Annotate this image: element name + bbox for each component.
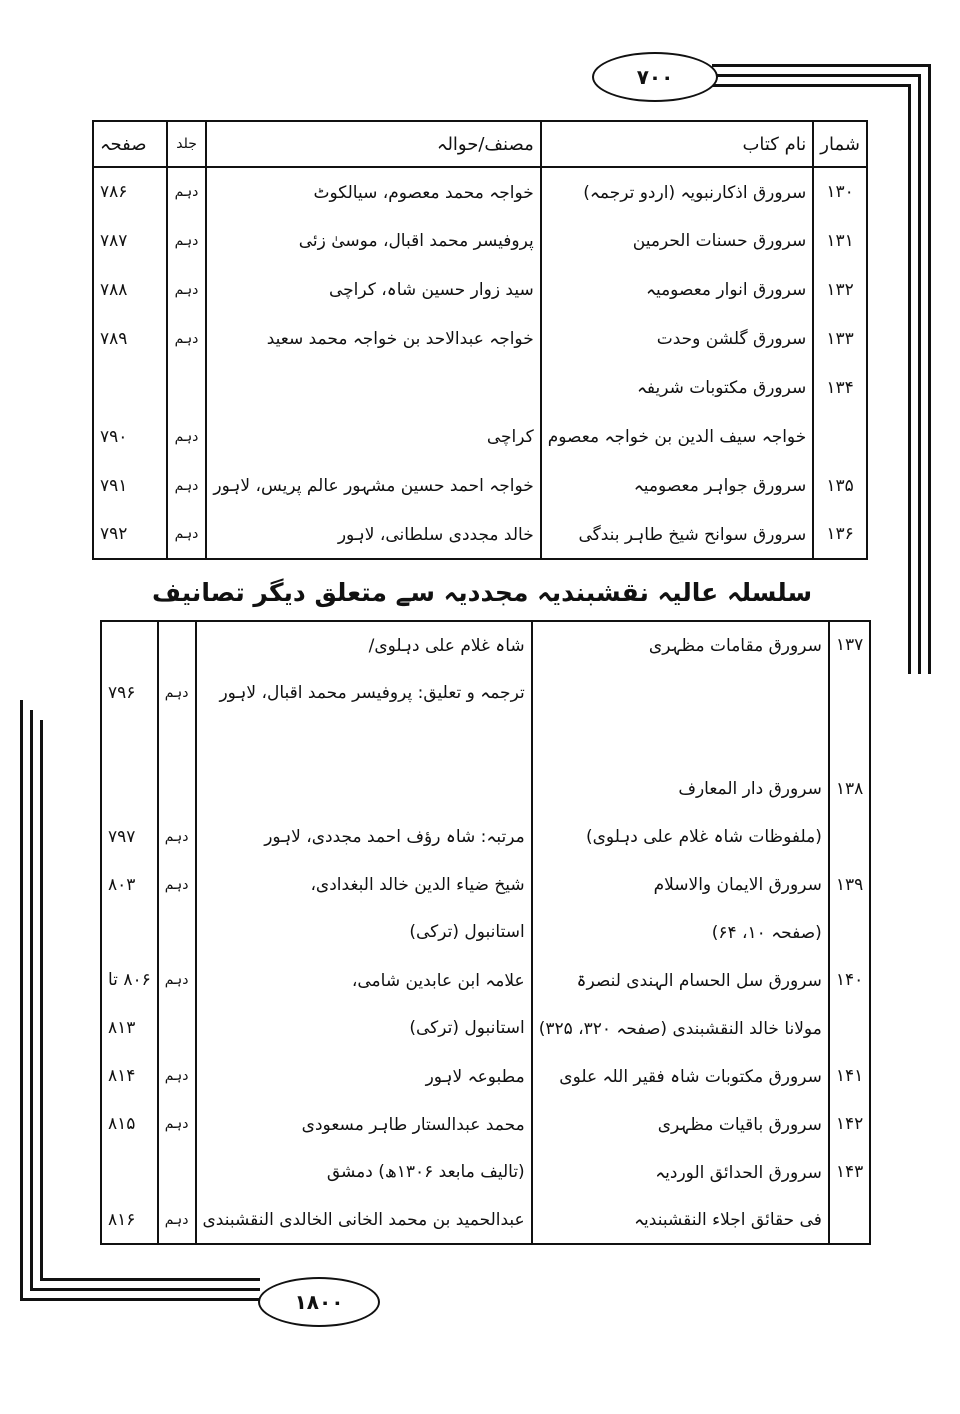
serial-cell: [829, 1004, 870, 1052]
volume-cell: دہم: [158, 1196, 196, 1244]
table-row: [101, 717, 870, 765]
frame-line-top-1: [712, 64, 930, 67]
volume-cell: [158, 621, 196, 669]
title-cell: سرورق اذکارنبویہ (اردو ترجمہ): [541, 167, 814, 216]
volume-cell: [158, 765, 196, 813]
title-cell: (ملفوظات شاہ غلام علی دہلوی): [532, 813, 829, 861]
volume-cell: دہم: [167, 461, 207, 510]
table-row: [101, 1100, 870, 1148]
author-cell: [206, 363, 540, 412]
section-heading: سلسلہ عالیہ نقشبندیہ مجددیہ سے متعلق دیگر تصانیف: [151, 578, 813, 607]
page-cell: ۸۰۶ تا: [108, 970, 151, 991]
index-table-2: [100, 620, 871, 1245]
serial-cell: [829, 813, 870, 861]
header-title: نام کتاب: [541, 121, 814, 167]
serial-cell: [829, 669, 870, 717]
volume-cell: دہم: [158, 861, 196, 909]
serial-cell: ۱۳۶: [813, 510, 867, 559]
page-cell: ۸۱۵: [108, 1114, 136, 1135]
frame-line-bottom-3: [40, 1278, 260, 1281]
author-cell: مرتبہ: شاہ رؤف احمد مجددی، لاہور: [196, 813, 532, 861]
serial-cell: ۱۳۴: [813, 363, 867, 412]
frame-line-bottom-1: [20, 1298, 260, 1301]
frame-line-right-1: [928, 64, 931, 674]
serial-cell: [829, 717, 870, 765]
page-cell: ۸۱۶: [108, 1209, 136, 1230]
author-cell: خالد مجددی سلطانی، لاہور: [206, 510, 540, 559]
serial-cell: ۱۴۳: [829, 1148, 870, 1196]
title-cell: سرورق سل الحسام الہندی لنصرۃ: [532, 956, 829, 1004]
volume-cell: دہم: [158, 956, 196, 1004]
table-row: [93, 510, 867, 559]
title-cell: سرورق الحدائق الوردیہ: [532, 1148, 829, 1196]
serial-cell: [813, 412, 867, 461]
author-cell: محمد عبدالستار طاہر مسعودی: [196, 1100, 532, 1148]
volume-cell: دہم: [158, 669, 196, 717]
table-header-row: [93, 121, 867, 167]
title-cell: سرورق الایمان والاسلام: [532, 861, 829, 909]
page-cell: ۷۹۲: [100, 524, 128, 544]
serial-cell: ۱۳۸: [829, 765, 870, 813]
author-cell: (تالیف مابعد ۱۳۰۶ھ) دمشق: [196, 1148, 532, 1196]
index-table-1: [92, 120, 868, 560]
title-cell: سرورق انوار معصومیہ: [541, 265, 814, 314]
page-cell: ۸۱۴: [108, 1066, 136, 1087]
author-cell: استانبول (ترکی): [196, 909, 532, 957]
page-cell: ۷۸۸: [100, 279, 128, 300]
table-row: [101, 956, 870, 1004]
page-cell: [101, 909, 158, 957]
page-cell: ۸۱۳: [108, 1018, 136, 1039]
table-row: [101, 1052, 870, 1100]
frame-line-top-3: [712, 84, 910, 87]
volume-cell: [158, 717, 196, 765]
serial-cell: ۱۳۱: [813, 216, 867, 265]
author-cell: پروفیسر محمد اقبال، موسیٰ زئی: [206, 216, 540, 265]
author-cell: کراچی: [206, 412, 540, 461]
serial-cell: ۱۳۰: [813, 167, 867, 216]
table-row: [93, 363, 867, 412]
title-cell: سرورق حسنات الحرمین: [541, 216, 814, 265]
title-cell: فی حقائق اجلاء النقشبندیہ: [532, 1196, 829, 1244]
table-row: [101, 1148, 870, 1196]
table-row: [93, 461, 867, 510]
title-cell: [532, 717, 829, 765]
table-row: [101, 813, 870, 861]
frame-line-bottom-2: [30, 1288, 260, 1291]
serial-cell: ۱۳۷: [829, 621, 870, 669]
author-cell: ترجمہ و تعلیق: پروفیسر محمد اقبال، لاہور: [196, 669, 532, 717]
serial-cell: ۱۳۲: [813, 265, 867, 314]
page-cell: [101, 621, 158, 669]
header-author: مصنف/حوالہ: [206, 121, 540, 167]
author-cell: استانبول (ترکی): [196, 1004, 532, 1052]
header-page: صفحہ: [93, 121, 167, 167]
title-cell: سرورق باقیات مظہری: [532, 1100, 829, 1148]
frame-line-top-2: [712, 74, 920, 77]
volume-cell: [158, 909, 196, 957]
title-cell: سرورق مکتوبات شریفہ: [541, 363, 814, 412]
page-cell: [93, 363, 167, 412]
serial-cell: ۱۳۵: [813, 461, 867, 510]
volume-cell: دہم: [167, 265, 207, 314]
table-row: [101, 765, 870, 813]
page-cell: ۷۸۷: [100, 230, 128, 251]
page-cell: ۷۹۷: [108, 826, 136, 847]
serial-cell: ۱۳۹: [829, 861, 870, 909]
table-row: [101, 909, 870, 957]
page-cell: ۷۸۹: [100, 328, 128, 349]
title-cell: سرورق مقامات مظہری: [532, 621, 829, 669]
table-row: [93, 412, 867, 461]
serial-cell: ۱۳۳: [813, 314, 867, 363]
title-cell: سرورق گلشن وحدت: [541, 314, 814, 363]
title-cell: [532, 669, 829, 717]
author-cell: خواجہ احمد حسین مشہور عالم پریس، لاہور: [206, 461, 540, 510]
volume-cell: دہم: [158, 1100, 196, 1148]
volume-cell: [158, 1148, 196, 1196]
frame-line-left-2: [30, 710, 33, 1290]
volume-cell: دہم: [167, 216, 207, 265]
table-row: [101, 669, 870, 717]
serial-cell: ۱۴۰: [829, 956, 870, 1004]
serial-cell: [829, 909, 870, 957]
author-cell: عبدالحمید بن محمد الخانی الخالدی النقشبندی: [196, 1196, 532, 1244]
page-cell: [101, 765, 158, 813]
table-row: [101, 1004, 870, 1052]
author-cell: شاہ غلام علی دہلوی/: [196, 621, 532, 669]
author-cell: سید زوار حسین شاہ، کراچی: [206, 265, 540, 314]
page-cell: ۷۹۶: [108, 682, 136, 703]
author-cell: علامہ ابن عابدین شامی،: [196, 956, 532, 1004]
frame-line-right-3: [908, 84, 911, 674]
title-cell: سرورق جواہر معصومیہ: [541, 461, 814, 510]
frame-line-left-3: [40, 720, 43, 1280]
title-cell: (صفحہ ۱۰، ۶۴): [532, 909, 829, 957]
page-cell: ۷۹۰: [100, 426, 128, 447]
volume-cell: دہم: [167, 167, 207, 216]
page-cell: ۸۰۳: [108, 874, 136, 895]
author-cell: [196, 717, 532, 765]
table-row: [93, 216, 867, 265]
table-row: [93, 167, 867, 216]
volume-cell: دہم: [167, 412, 207, 461]
frame-line-right-2: [918, 74, 921, 674]
serial-cell: ۱۴۱: [829, 1052, 870, 1100]
table-row: [93, 265, 867, 314]
table-row: [101, 861, 870, 909]
frame-line-left-1: [20, 700, 23, 1300]
title-cell: سرورق سوانح شیخ طاہر بندگی: [541, 510, 814, 559]
top-page-number: ۷۰۰: [592, 52, 718, 102]
volume-cell: دہم: [167, 314, 207, 363]
title-cell: سرورق دار المعارف: [532, 765, 829, 813]
author-cell: خواجہ عبدالاحد بن خواجہ محمد سعید: [206, 314, 540, 363]
page-cell: [101, 1148, 158, 1196]
title-cell: سرورق مکتوبات شاہ فقیر اللہ علوی: [532, 1052, 829, 1100]
bottom-page-number: ۱۸۰۰: [258, 1277, 380, 1327]
serial-cell: ۱۴۲: [829, 1100, 870, 1148]
title-cell: مولانا خالد النقشبندی (صفحہ ۳۲۰، ۳۲۵): [532, 1004, 829, 1052]
author-cell: مطبوعہ لاہور: [196, 1052, 532, 1100]
author-cell: [196, 765, 532, 813]
table-row: [101, 1196, 870, 1244]
page-cell: ۷۸۶: [100, 182, 128, 202]
author-cell: خواجہ محمد معصوم، سیالکوٹ: [206, 167, 540, 216]
author-cell: شیخ ضیاء الدین خالد البغدادی،: [196, 861, 532, 909]
header-volume: جلد: [167, 121, 207, 167]
title-cell: خواجہ سیف الدین بن خواجہ معصوم: [541, 412, 814, 461]
table-row: [101, 621, 870, 669]
volume-cell: دہم: [167, 510, 207, 559]
volume-cell: [167, 363, 207, 412]
volume-cell: دہم: [158, 1052, 196, 1100]
serial-cell: [829, 1196, 870, 1244]
volume-cell: دہم: [158, 813, 196, 861]
page-cell: ۷۹۱: [100, 475, 128, 496]
header-serial: شمار: [813, 121, 867, 167]
table-row: [93, 314, 867, 363]
volume-cell: [158, 1004, 196, 1052]
page-cell: [101, 717, 158, 765]
